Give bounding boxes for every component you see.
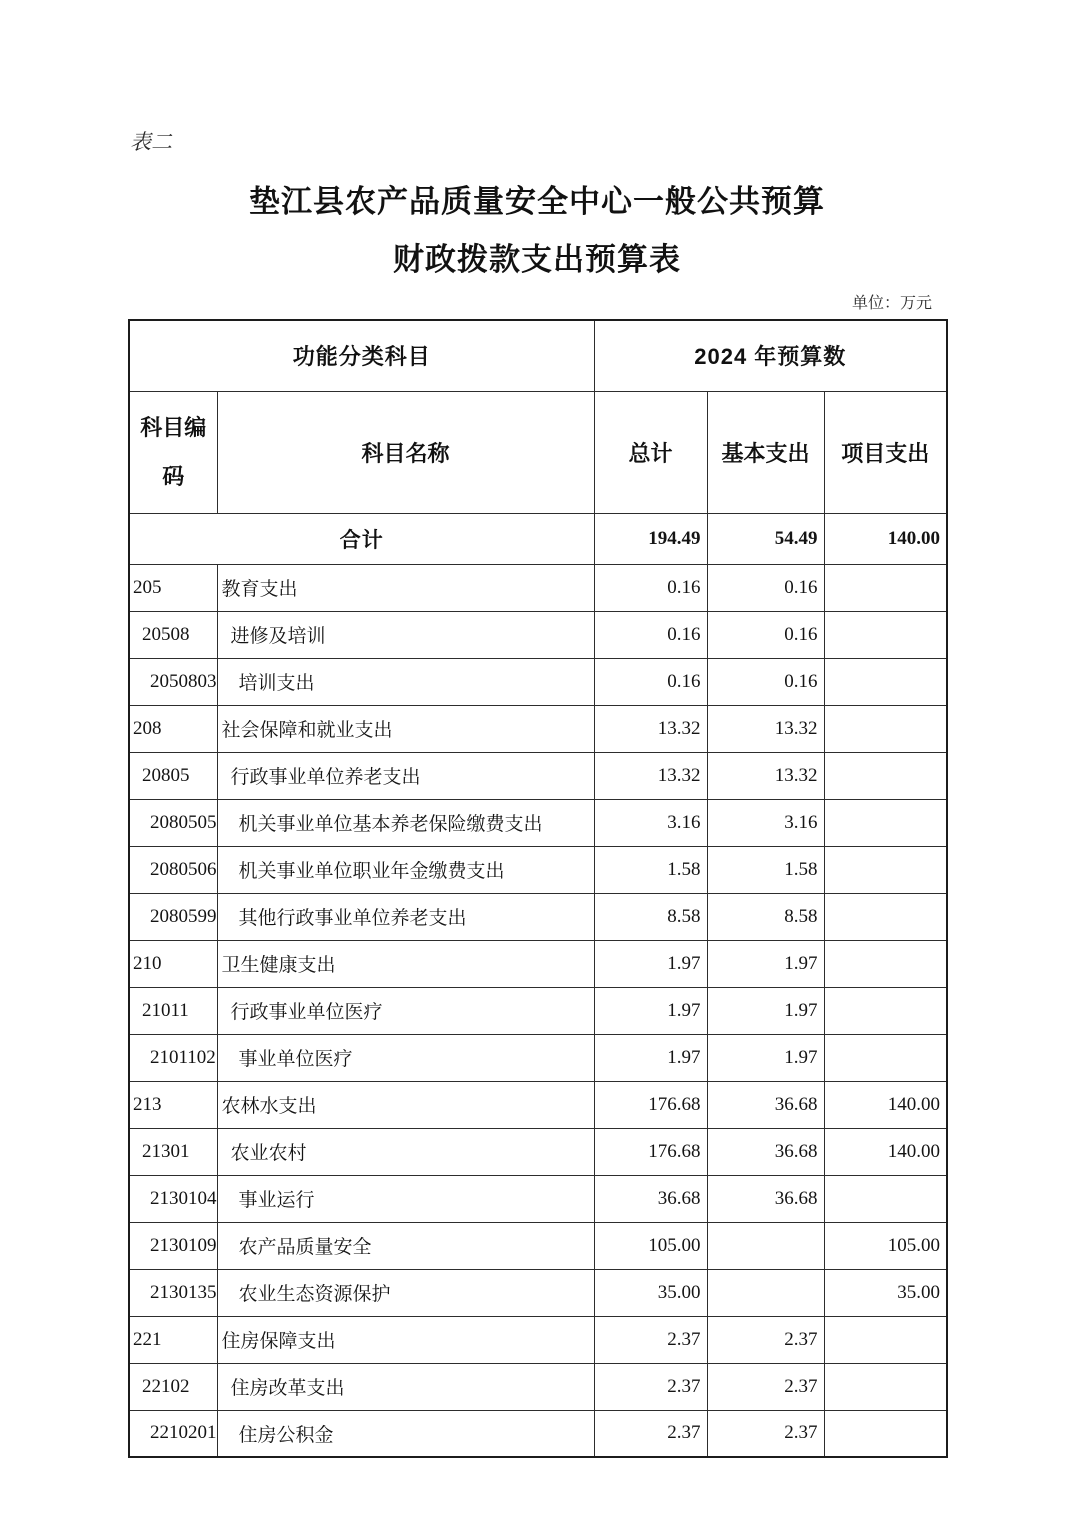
header-budget-2024: 2024 年预算数	[594, 320, 947, 391]
row-subject-name: 住房公积金	[217, 1410, 594, 1457]
grand-total-label: 合计	[129, 513, 594, 564]
row-project-value	[824, 658, 947, 705]
table-body	[129, 513, 947, 1457]
table-row	[129, 1034, 947, 1081]
row-subject-name: 机关事业单位基本养老保险缴费支出	[217, 799, 594, 846]
row-basic-value: 0.16	[707, 658, 824, 705]
row-project-value	[824, 1316, 947, 1363]
unit-note: 单位：万元	[851, 295, 932, 312]
row-project-value	[824, 752, 947, 799]
row-basic-value: 36.68	[707, 1175, 824, 1222]
row-project-value	[824, 846, 947, 893]
row-project-value	[824, 1175, 947, 1222]
row-subject-name: 住房改革支出	[217, 1363, 594, 1410]
row-total-value: 0.16	[594, 658, 707, 705]
row-subject-name: 事业运行	[217, 1175, 594, 1222]
row-subject-code: 2080599	[129, 893, 217, 940]
table-row	[129, 1081, 947, 1128]
row-total-value: 176.68	[594, 1081, 707, 1128]
row-basic-value: 36.68	[707, 1081, 824, 1128]
row-subject-name: 农林水支出	[217, 1081, 594, 1128]
row-project-value: 105.00	[824, 1222, 947, 1269]
row-total-value: 1.58	[594, 846, 707, 893]
budget-table	[128, 319, 948, 1458]
row-basic-value: 2.37	[707, 1363, 824, 1410]
row-total-value: 1.97	[594, 1034, 707, 1081]
row-total-value: 35.00	[594, 1269, 707, 1316]
row-project-value	[824, 1410, 947, 1457]
row-project-value	[824, 987, 947, 1034]
row-subject-name: 进修及培训	[217, 611, 594, 658]
row-basic-value: 3.16	[707, 799, 824, 846]
row-project-value	[824, 799, 947, 846]
row-subject-name: 住房保障支出	[217, 1316, 594, 1363]
row-project-value: 140.00	[824, 1081, 947, 1128]
row-subject-code: 21011	[129, 987, 217, 1034]
row-project-value	[824, 564, 947, 611]
row-total-value: 1.97	[594, 940, 707, 987]
row-basic-value: 1.97	[707, 940, 824, 987]
row-project-value	[824, 1363, 947, 1410]
row-total-value: 0.16	[594, 564, 707, 611]
row-subject-name: 农业生态资源保护	[217, 1269, 594, 1316]
row-subject-name: 行政事业单位养老支出	[217, 752, 594, 799]
row-total-value: 13.32	[594, 752, 707, 799]
row-total-value: 13.32	[594, 705, 707, 752]
table-row	[129, 1128, 947, 1175]
header-group-row	[129, 320, 947, 391]
row-subject-name: 卫生健康支出	[217, 940, 594, 987]
row-subject-code: 2210201	[129, 1410, 217, 1457]
header-functional-classification: 功能分类科目	[129, 320, 594, 391]
row-subject-code: 20805	[129, 752, 217, 799]
row-subject-name: 其他行政事业单位养老支出	[217, 893, 594, 940]
row-subject-code: 2101102	[129, 1034, 217, 1081]
table-row	[129, 658, 947, 705]
row-subject-code: 208	[129, 705, 217, 752]
column-header-total: 总计	[594, 391, 707, 513]
row-subject-name: 培训支出	[217, 658, 594, 705]
table-row	[129, 1363, 947, 1410]
row-subject-name: 教育支出	[217, 564, 594, 611]
table-row	[129, 987, 947, 1034]
table-row	[129, 846, 947, 893]
row-project-value: 35.00	[824, 1269, 947, 1316]
column-header-basic-expenditure: 基本支出	[707, 391, 824, 513]
row-project-value: 140.00	[824, 1128, 947, 1175]
row-basic-value: 1.97	[707, 1034, 824, 1081]
row-subject-code: 210	[129, 940, 217, 987]
row-basic-value	[707, 1222, 824, 1269]
column-header-project-expenditure: 项目支出	[824, 391, 947, 513]
row-basic-value: 0.16	[707, 611, 824, 658]
row-basic-value: 1.58	[707, 846, 824, 893]
row-basic-value: 8.58	[707, 893, 824, 940]
row-subject-name: 农产品质量安全	[217, 1222, 594, 1269]
row-total-value: 36.68	[594, 1175, 707, 1222]
row-project-value	[824, 893, 947, 940]
row-project-value	[824, 611, 947, 658]
row-total-value: 2.37	[594, 1410, 707, 1457]
page-title-line2: 财政拨款支出预算表	[393, 242, 681, 277]
table-row	[129, 705, 947, 752]
column-header-subject-name: 科目名称	[217, 391, 594, 513]
row-subject-code: 2130135	[129, 1269, 217, 1316]
grand-total-row	[129, 513, 947, 564]
row-basic-value: 36.68	[707, 1128, 824, 1175]
table-row	[129, 752, 947, 799]
row-total-value: 176.68	[594, 1128, 707, 1175]
row-total-value: 2.37	[594, 1316, 707, 1363]
table-number-label: 表二	[130, 130, 172, 154]
row-total-value: 2.37	[594, 1363, 707, 1410]
table-row	[129, 940, 947, 987]
grand-total-project: 140.00	[824, 513, 947, 564]
row-subject-code: 2130104	[129, 1175, 217, 1222]
table-row	[129, 893, 947, 940]
row-basic-value: 1.97	[707, 987, 824, 1034]
table-row	[129, 1222, 947, 1269]
row-project-value	[824, 705, 947, 752]
row-subject-code: 213	[129, 1081, 217, 1128]
row-subject-name: 事业单位医疗	[217, 1034, 594, 1081]
row-basic-value: 13.32	[707, 705, 824, 752]
page-title: 垫江县农产品质量安全中心一般公共预算	[249, 184, 825, 219]
table-row	[129, 564, 947, 611]
row-project-value	[824, 1034, 947, 1081]
row-basic-value: 2.37	[707, 1410, 824, 1457]
row-subject-name: 行政事业单位医疗	[217, 987, 594, 1034]
row-total-value: 3.16	[594, 799, 707, 846]
grand-total-total: 194.49	[594, 513, 707, 564]
header-columns-row	[129, 391, 947, 513]
column-header-subject-code	[129, 391, 217, 513]
table-row	[129, 1316, 947, 1363]
row-basic-value: 13.32	[707, 752, 824, 799]
table-row	[129, 1175, 947, 1222]
row-subject-code: 2080505	[129, 799, 217, 846]
grand-total-basic: 54.49	[707, 513, 824, 564]
row-subject-code: 2130109	[129, 1222, 217, 1269]
row-basic-value: 0.16	[707, 564, 824, 611]
row-basic-value	[707, 1269, 824, 1316]
table-row	[129, 611, 947, 658]
row-total-value: 8.58	[594, 893, 707, 940]
row-total-value: 105.00	[594, 1222, 707, 1269]
row-subject-code: 22102	[129, 1363, 217, 1410]
row-subject-code: 221	[129, 1316, 217, 1363]
row-basic-value: 2.37	[707, 1316, 824, 1363]
row-total-value: 1.97	[594, 987, 707, 1034]
row-total-value: 0.16	[594, 611, 707, 658]
row-subject-code: 2050803	[129, 658, 217, 705]
table-row	[129, 1410, 947, 1457]
row-subject-name: 社会保障和就业支出	[217, 705, 594, 752]
table-row	[129, 799, 947, 846]
row-subject-code: 21301	[129, 1128, 217, 1175]
row-subject-code: 2080506	[129, 846, 217, 893]
table-row	[129, 1269, 947, 1316]
row-subject-code: 205	[129, 564, 217, 611]
row-subject-code: 20508	[129, 611, 217, 658]
row-project-value	[824, 940, 947, 987]
subject-code-label: 科目编码	[140, 414, 207, 489]
row-subject-name: 农业农村	[217, 1128, 594, 1175]
row-subject-name: 机关事业单位职业年金缴费支出	[217, 846, 594, 893]
